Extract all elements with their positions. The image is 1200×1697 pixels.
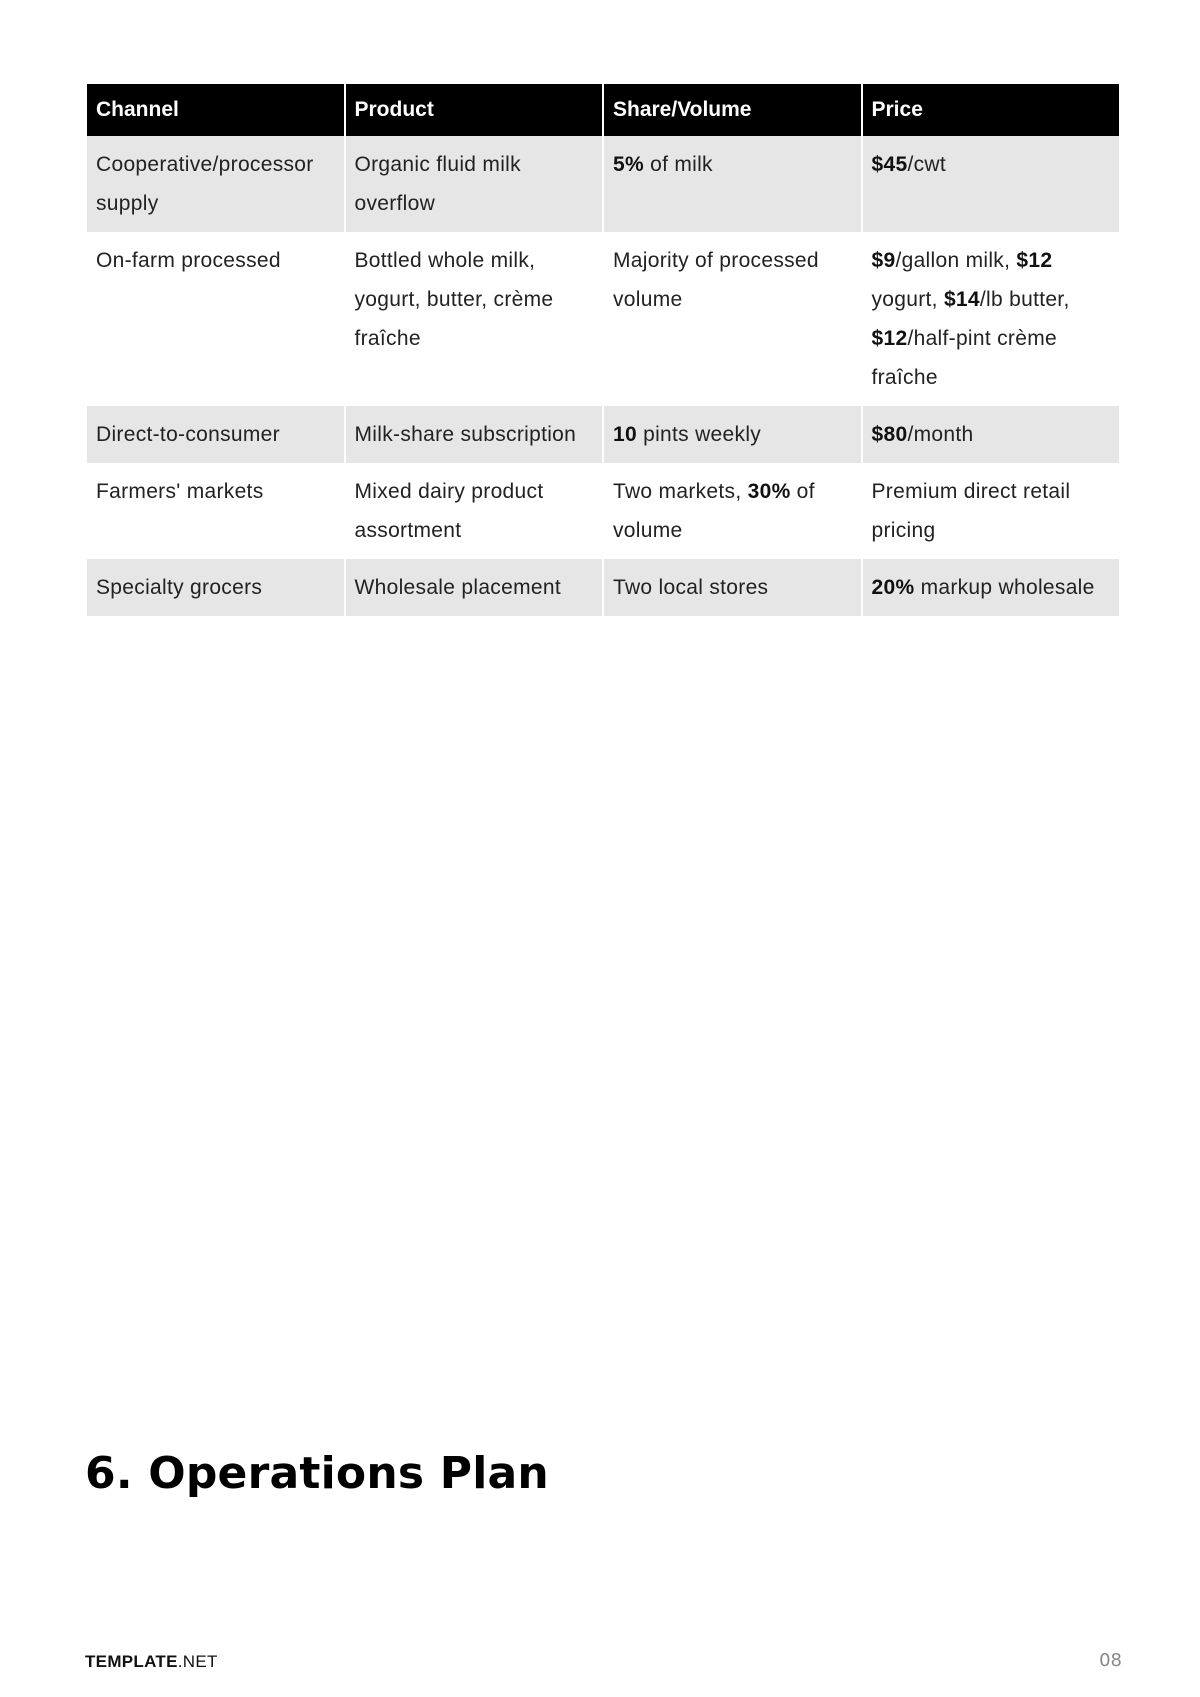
cell-product: Bottled whole milk, yogurt, butter, crème fraîche: [346, 232, 603, 406]
section-heading: 6. Operations Plan: [85, 1448, 549, 1499]
cell-channel: Cooperative/processor supply: [87, 136, 344, 232]
bold-figure: 10: [613, 423, 637, 446]
table-row: [87, 232, 1119, 406]
table-row: [87, 136, 1119, 232]
table-row: [87, 463, 1119, 559]
cell-price: $9/gallon milk, $12 yogurt, $14/lb butter, $12/half-pint crème fraîche: [863, 232, 1120, 406]
bold-figure: $12: [871, 327, 908, 350]
bold-figure: 5%: [613, 153, 644, 176]
cell-channel: Specialty grocers: [87, 559, 344, 616]
cell-channel: Direct-to-consumer: [87, 406, 344, 463]
logo-light-text: .NET: [177, 1652, 218, 1671]
cell-price: $80/month: [863, 406, 1120, 463]
cell-share-volume: Two markets, 30% of volume: [604, 463, 861, 559]
cell-share-volume: Two local stores: [604, 559, 861, 616]
cell-share-volume: 10 pints weekly: [604, 406, 861, 463]
template-net-logo: [85, 1652, 218, 1672]
logo-bold-text: TEMPLATE: [85, 1652, 178, 1671]
cell-product: Mixed dairy product assortment: [346, 463, 603, 559]
cell-product: Organic fluid milk overflow: [346, 136, 603, 232]
header-product: Product: [346, 84, 603, 136]
header-channel: Channel: [87, 84, 344, 136]
bold-figure: $14: [943, 288, 980, 311]
table-body: [87, 136, 1119, 616]
cell-price: 20% markup wholesale: [863, 559, 1120, 616]
header-price: Price: [863, 84, 1120, 136]
bold-figure: $12: [1016, 249, 1053, 272]
bold-figure: $45: [871, 153, 908, 176]
table-row: [87, 406, 1119, 463]
bold-figure: $9: [871, 249, 896, 272]
cell-channel: Farmers' markets: [87, 463, 344, 559]
cell-price: $45/cwt: [863, 136, 1120, 232]
header-share-volume: Share/Volume: [604, 84, 861, 136]
table-header-row: [87, 84, 1119, 136]
page-number: 08: [1099, 1650, 1122, 1671]
cell-price: Premium direct retail pricing: [863, 463, 1120, 559]
cell-product: Wholesale placement: [346, 559, 603, 616]
bold-figure: 30%: [747, 480, 791, 503]
bold-figure: $80: [871, 423, 908, 446]
sales-channels-table: [85, 84, 1121, 616]
cell-share-volume: Majority of processed volume: [604, 232, 861, 406]
cell-product: Milk-share subscription: [346, 406, 603, 463]
cell-share-volume: 5% of milk: [604, 136, 861, 232]
bold-figure: 20%: [871, 576, 915, 599]
cell-channel: On-farm processed: [87, 232, 344, 406]
table-row: [87, 559, 1119, 616]
